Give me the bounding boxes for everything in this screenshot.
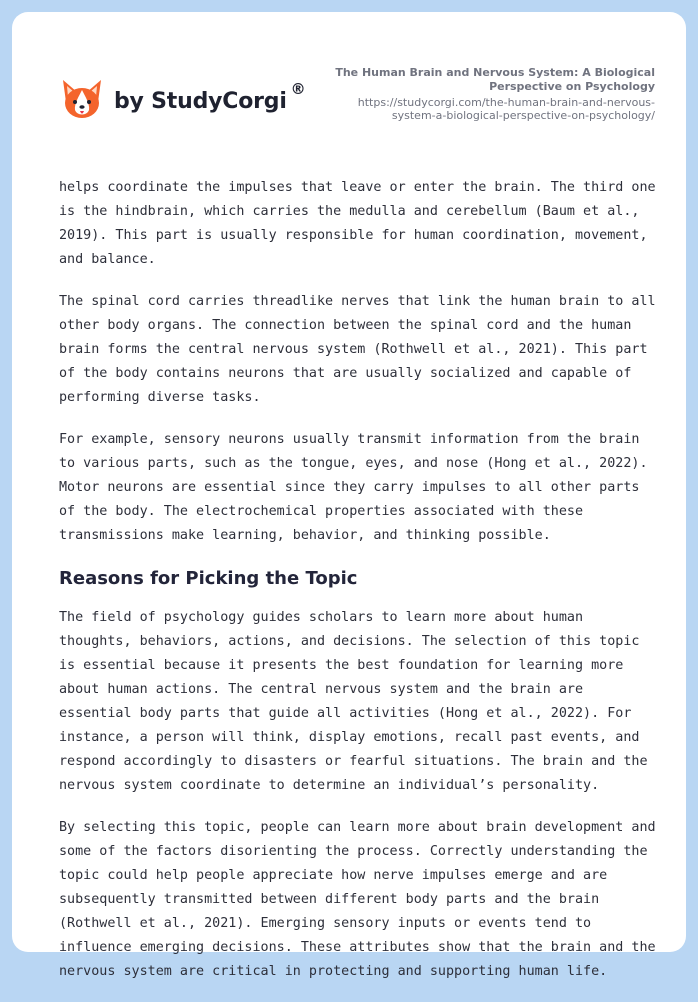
document-url[interactable]: https://studycorgi.com/the-human-brain-and-nervous-system-a-biological-perspective-on-psychology/ <box>357 96 655 122</box>
section-heading: Reasons for Picking the Topic <box>59 568 358 589</box>
paragraph: helps coordinate the impulses that leave or enter the brain. The third one is the hindbrain, which carries the medulla and cerebellum (Baum et al., 2019). This part is usually responsible for human coordination, movement, and balance. <box>59 180 656 267</box>
paragraph: The spinal cord carries threadlike nerves that link the human brain to all other body organs. The connection between the spinal cord and the human brain forms the central nervous system (Rothwell et al., 2021). This part of the body contains neurons that are usually socialized and capable of performing diverse tasks. <box>59 294 656 405</box>
registered-mark: ® <box>290 80 306 98</box>
document-title: The Human Brain and Nervous System: A Biological Perspective on Psychology <box>335 66 655 93</box>
corgi-icon <box>60 76 104 122</box>
article-body <box>59 176 659 1002</box>
document-meta <box>325 66 655 122</box>
studycorgi-logo[interactable] <box>60 76 306 122</box>
paragraph: By selecting this topic, people can learn more about brain development and some of the factors disorienting the process. Correctly understanding the topic could help people appreciate how nerve impulses emerge and are subsequently transmitted between different body parts and the brain (Rothwell et al., 2021). Emerging sensory inputs or events tend to influence emerging decisions. These attributes show that the brain and the nervous system are critical in protecting and supporting human life. <box>59 820 656 979</box>
brand-name: by StudyCorgi <box>114 88 287 114</box>
document-page <box>12 12 686 979</box>
paragraph: The field of psychology guides scholars to learn more about human thoughts, behaviors, actions, and decisions. The selection of this topic is essential because it presents the best foundation for learning more about human actions. The central nervous system and the brain are essential body parts that guide all activities (Hong et al., 2022). For instance, a person will think, display emotions, recall past events, and respond accordingly to disasters or fearful situations. The brain and the nervous system coordinate to determine an individual’s personality. <box>59 610 648 793</box>
paragraph: For example, sensory neurons usually transmit information from the brain to various parts, such as the tongue, eyes, and nose (Hong et al., 2022). Motor neurons are essential since they carry impulses to all other parts of the body. The electrochemical properties associated with these transmissions make learning, behavior, and thinking possible. <box>59 432 648 543</box>
